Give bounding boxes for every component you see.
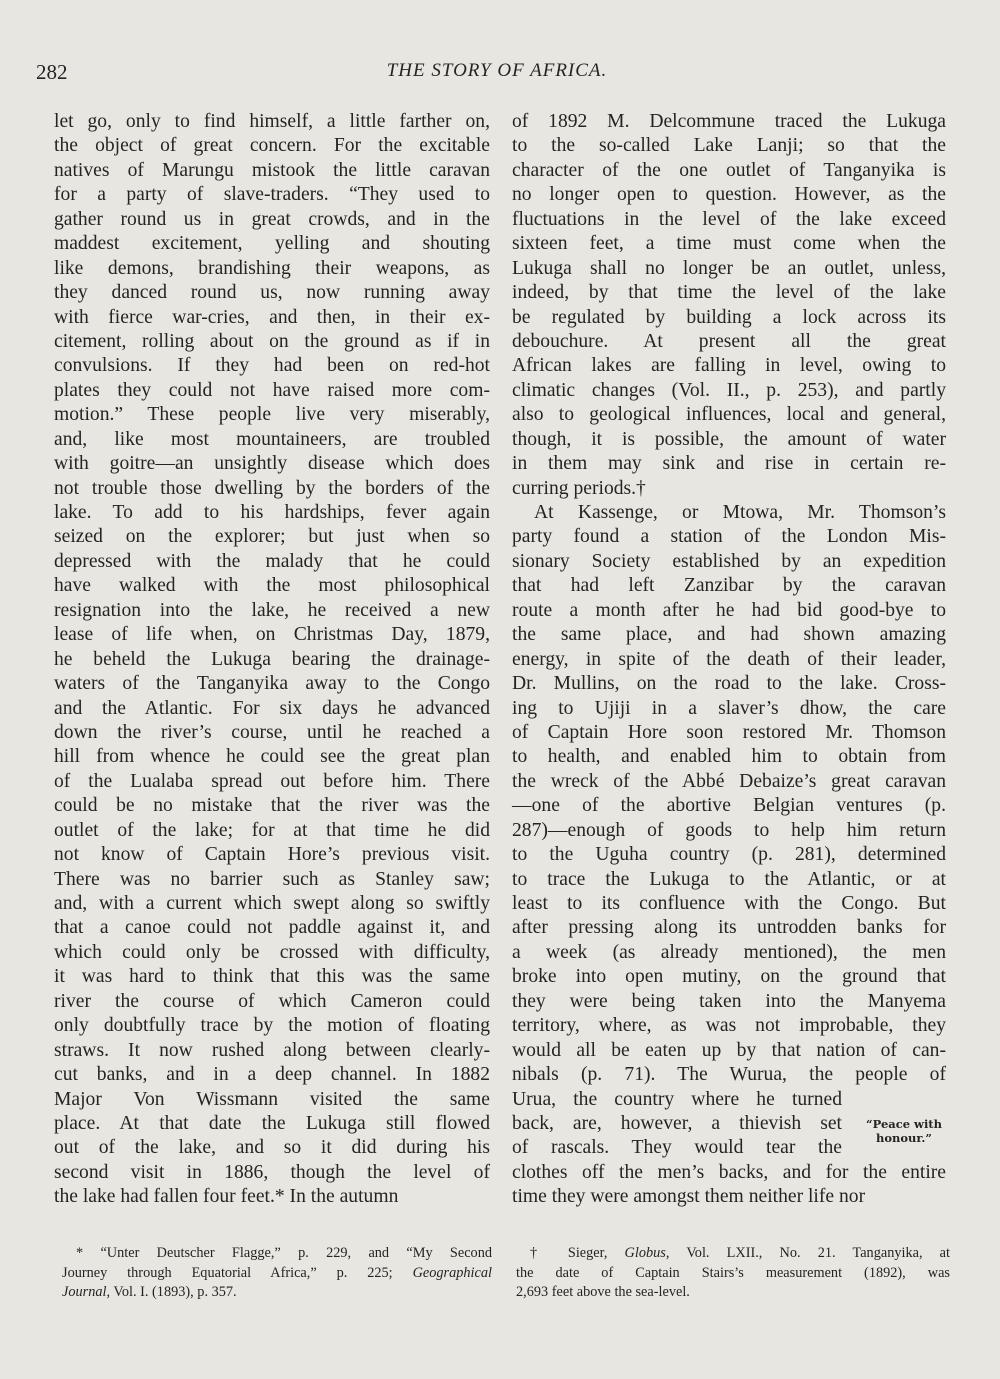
page-header — [36, 60, 958, 86]
text-line: let go, only to find himself, a little farther on, — [54, 111, 490, 132]
text-line: to the so-called Lake Lanji; so that the — [512, 135, 946, 157]
text-line: have walked with the most philosophical — [54, 575, 490, 597]
text-line: curring periods.† — [512, 477, 646, 499]
text-line: to health, and enabled him to obtain from — [512, 746, 946, 768]
text-line: convulsions. If they had been on red-hot — [54, 355, 490, 377]
text-line: natives of Marungu mistook the little caravan — [54, 159, 490, 181]
running-title: THE STORY OF AFRICA. — [386, 60, 608, 81]
text-line: that a canoe could not paddle against it, and — [54, 917, 490, 939]
text-line: 287)—enough of goods to help him return — [512, 819, 946, 841]
text-line: of rascals. They would tear the — [512, 1137, 842, 1159]
text-line: time they were amongst them neither life nor — [512, 1186, 866, 1208]
text-line: could be no mistake that the river was the — [54, 795, 490, 817]
text-line: river the course of which Cameron could — [54, 990, 490, 1012]
footnote-line: 2,693 feet above the sea-level. — [516, 1284, 690, 1300]
text-line: only doubtfully trace by the motion of floating — [54, 1015, 490, 1037]
text-line: be regulated by building a lock across its — [512, 306, 946, 328]
text-line: after pressing along its untrodden banks for — [512, 917, 946, 939]
footnote-journal-title: Geographical — [412, 1264, 492, 1281]
text-line: to trace the Lukuga to the Atlantic, or at — [512, 868, 946, 890]
right-column — [512, 110, 946, 1210]
text-line: he beheld the Lukuga bearing the drainage- — [54, 648, 490, 670]
text-line: resignation into the lake, he received a new — [54, 599, 490, 621]
text-line: like demons, brandishing their weapons, as — [54, 257, 490, 279]
footnote-line — [62, 1264, 492, 1284]
text-line: down the river’s course, until he reached a — [54, 721, 490, 743]
text-line: African lakes are falling in level, owing to — [512, 355, 946, 377]
text-line: out of the lake, and so it did during his — [54, 1137, 490, 1159]
text-line: seized on the explorer; but just when so — [54, 526, 490, 548]
text-line: a week (as already mentioned), the men — [512, 941, 946, 963]
text-line: Lukuga shall no longer be an outlet, unless, — [512, 257, 946, 279]
text-line: not know of Captain Hore’s previous visit. — [54, 844, 490, 866]
text-line: lease of life when, on Christmas Day, 1879, — [54, 624, 490, 646]
text-line: that had left Zanzibar by the caravan — [512, 575, 946, 597]
text-line: gather round us in great crowds, and in the — [54, 208, 490, 230]
text-line: and the Atlantic. For six days he advanced — [54, 697, 490, 719]
text-line: they were being taken into the Manyema — [512, 990, 946, 1012]
text-line: indeed, by that time the level of the lake — [512, 282, 946, 304]
text-line: and, with a current which swept along so swiftly — [54, 893, 490, 914]
text-line: sixteen feet, a time must come when the — [512, 233, 946, 255]
text-line: maddest excitement, yelling and shouting — [54, 233, 490, 255]
text-line: to the Uguha country (p. 281), determined — [512, 844, 946, 866]
footnote-text: Journey through Equatorial Africa,” p. 225; — [62, 1264, 413, 1281]
text-line: At Kassenge, or Mtowa, Mr. Thomson’s — [534, 502, 946, 523]
text-line: of Captain Hore soon restored Mr. Thomson — [512, 721, 946, 743]
text-line: the object of great concern. For the excitable — [54, 135, 490, 157]
text-line: debouchure. At present all the great — [512, 330, 946, 352]
text-line: hill from whence he could see the great plan — [54, 746, 490, 768]
footnote-text: , Vol. LXII., No. 21. Tanganyika, at — [665, 1245, 950, 1261]
text-line: ing to Ujiji in a slaver’s dhow, the care — [512, 697, 946, 719]
text-line: plates they could not have raised more com- — [54, 379, 490, 401]
text-line: of 1892 M. Delcommune traced the Lukuga — [512, 111, 946, 132]
text-line: —one of the abortive Belgian ventures (p. — [512, 795, 946, 817]
text-line: and, like most mountaineers, are troubled — [54, 428, 490, 450]
text-line: territory, where, as was not improbable, they — [512, 1015, 946, 1037]
text-line: of the Lualaba spread out before him. There — [54, 770, 490, 792]
text-line: broke into open mutiny, on the ground that — [512, 966, 946, 988]
footnote-text: † Sieger, — [530, 1245, 625, 1261]
footnote-line: * “Unter Deutscher Flagge,” p. 229, and “My Second — [76, 1245, 492, 1261]
text-line: Dr. Mullins, on the road to the lake. Cross- — [512, 673, 946, 695]
text-line: the same place, and had shown amazing — [512, 624, 946, 646]
text-line: no longer open to question. However, as the — [512, 184, 946, 206]
text-line: with fierce war-cries, and then, in their ex- — [54, 306, 490, 328]
text-line: route a month after he had bid good-bye to — [512, 599, 946, 621]
text-line: depressed with the malady that he could — [54, 550, 490, 572]
text-line: place. At that date the Lukuga still flowed — [54, 1112, 490, 1134]
text-line: least to its confluence with the Congo. But — [512, 893, 946, 914]
text-line: back, are, however, a thievish set — [512, 1112, 842, 1134]
text-line: though, it is possible, the amount of water — [512, 428, 946, 450]
footnote-left — [62, 1244, 492, 1303]
text-line: straws. It now rushed along between clearly- — [54, 1039, 490, 1061]
text-line: climatic changes (Vol. II., p. 253), and partly — [512, 379, 946, 401]
footnote-right — [516, 1244, 950, 1303]
text-line: sionary Society established by an expedition — [512, 550, 946, 572]
footnote-line: the date of Captain Stairs’s measurement (1892), was — [516, 1264, 950, 1281]
text-line: cut banks, and in a deep channel. In 1882 — [54, 1064, 490, 1086]
text-line: which could only be crossed with difficulty, — [54, 941, 490, 963]
text-line: would all be eaten up by that nation of can- — [512, 1039, 946, 1061]
text-line: it was hard to think that this was the same — [54, 966, 490, 988]
footnote-journal-title: Journal — [62, 1284, 107, 1300]
footnote-journal-title: Globus — [624, 1245, 666, 1261]
text-line: lake. To add to his hardships, fever again — [54, 502, 490, 523]
marginal-note-line: “Peace with — [866, 1117, 942, 1131]
text-line: nibals (p. 71). The Wurua, the people of — [512, 1064, 946, 1086]
text-line: the wreck of the Abbé Debaize’s great caravan — [512, 770, 946, 792]
text-line: character of the one outlet of Tanganyika is — [512, 159, 946, 181]
text-line: party found a station of the London Mis- — [512, 526, 946, 548]
text-line: the lake had fallen four feet.* In the autumn — [54, 1186, 399, 1208]
footnote-line — [516, 1244, 950, 1264]
text-line: not trouble those dwelling by the borders of the — [54, 477, 490, 499]
text-line: outlet of the lake; for at that time he did — [54, 819, 490, 841]
left-column — [54, 110, 490, 1210]
text-line: energy, in spite of the death of their leader, — [512, 648, 946, 670]
text-line: for a party of slave-traders. “They used to — [54, 184, 490, 206]
text-line: Major Von Wissmann visited the same — [54, 1088, 490, 1110]
footnote-text: , Vol. I. (1893), p. 357. — [106, 1284, 237, 1300]
text-line: clothes off the men’s backs, and for the entire — [512, 1161, 946, 1183]
marginal-note — [858, 1117, 950, 1145]
text-line: waters of the Tanganyika away to the Congo — [54, 673, 490, 695]
text-line: with goitre—an unsightly disease which does — [54, 453, 490, 475]
text-line: in them may sink and rise in certain re- — [512, 453, 946, 475]
text-line: second visit in 1886, though the level of — [54, 1161, 490, 1183]
text-line: citement, rolling about on the ground as if in — [54, 330, 490, 352]
marginal-note-line: honour.” — [875, 1131, 933, 1145]
page-number: 282 — [36, 60, 68, 84]
footnote-line — [62, 1283, 492, 1303]
text-line: they danced round us, now running away — [54, 282, 490, 304]
text-line: motion.” These people live very miserably, — [54, 404, 490, 426]
text-line: fluctuations in the level of the lake exceed — [512, 208, 946, 230]
text-line: There was no barrier such as Stanley saw; — [54, 868, 490, 890]
text-line: also to geological influences, local and general, — [512, 404, 946, 426]
text-line: Urua, the country where he turned — [512, 1088, 842, 1110]
